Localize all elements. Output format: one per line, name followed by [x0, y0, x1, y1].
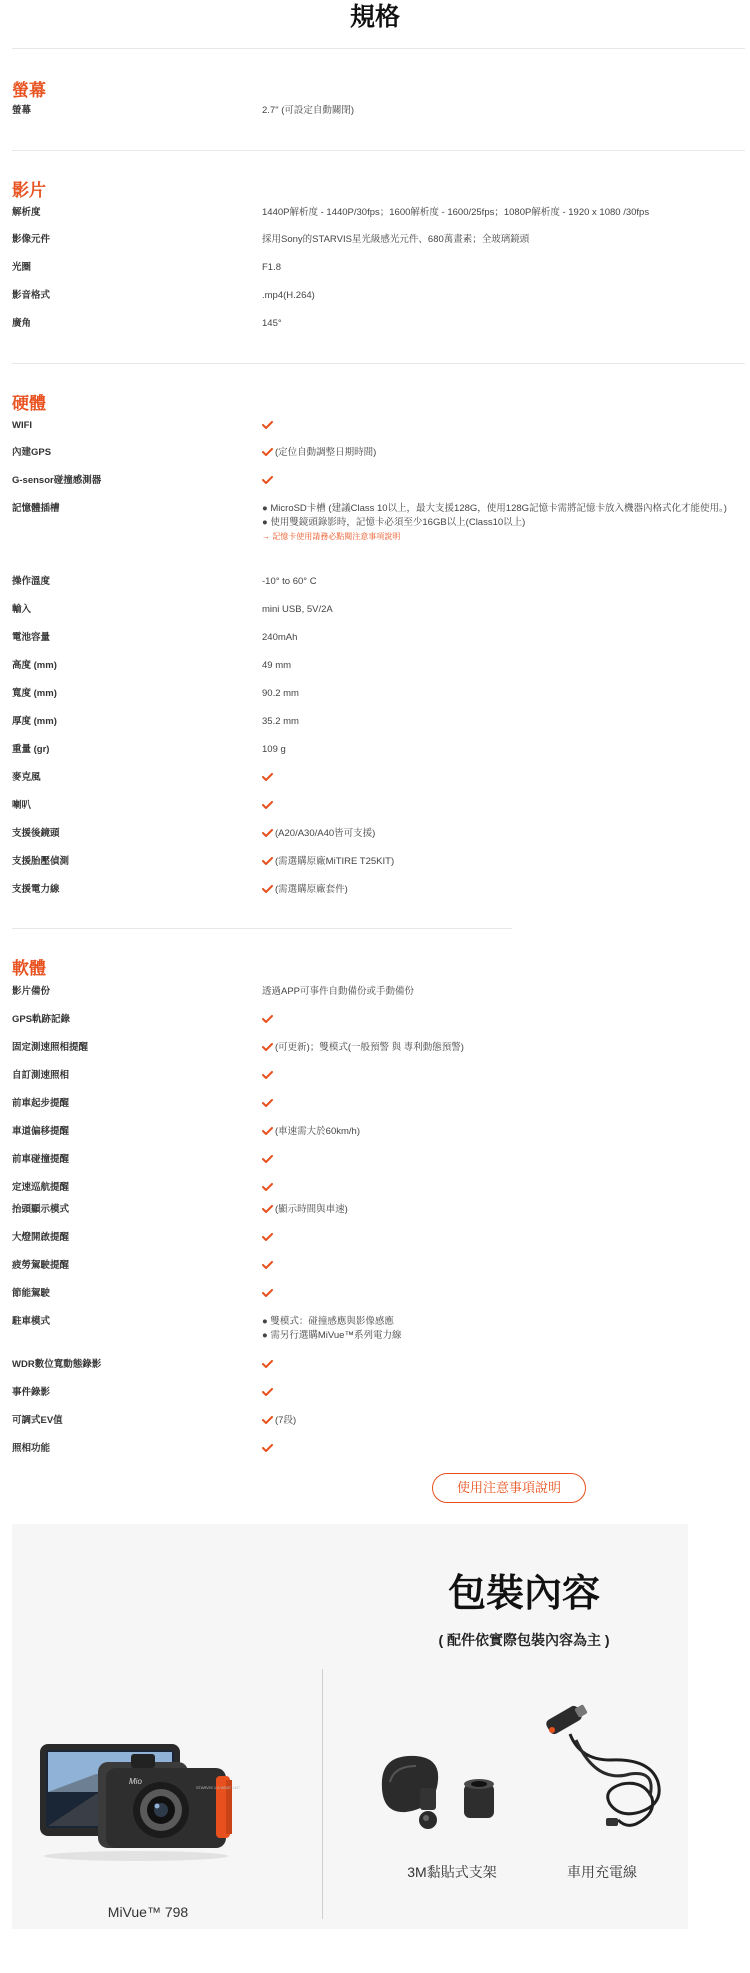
mount-image: [372, 1732, 512, 1842]
spec-value: (需選購原廠套件): [275, 884, 348, 895]
spec-value: 90.2 mm: [262, 688, 299, 699]
usage-notes-button[interactable]: 使用注意事項說明: [432, 1473, 586, 1503]
spec-label: 車道偏移提醒: [12, 1126, 70, 1137]
spec-value: 35.2 mm: [262, 716, 299, 727]
check-icon: [262, 1444, 273, 1452]
charger-cable-image: [540, 1700, 680, 1840]
spec-label: 支援電力線: [12, 884, 60, 895]
check-icon: [262, 1099, 273, 1107]
check-icon: [262, 421, 273, 429]
camera-brand: Mio: [129, 1777, 142, 1786]
spec-label: 喇叭: [12, 800, 32, 811]
divider: [12, 150, 745, 151]
spec-label: 節能駕駛: [12, 1288, 51, 1299]
spec-value: ● 雙模式：碰撞感應與影像感應: [262, 1316, 394, 1327]
spec-label: 前車起步提醒: [12, 1098, 70, 1109]
spec-label: 厚度 (mm): [12, 716, 57, 727]
check-icon: [262, 773, 273, 781]
check-icon: [262, 1183, 273, 1191]
spec-label: 固定測速照相提醒: [12, 1042, 89, 1053]
spec-value: -10° to 60° C: [262, 576, 317, 587]
spec-label: 定速巡航提醒: [12, 1182, 70, 1193]
spec-value: 240mAh: [262, 632, 298, 643]
package-subtitle: ( 配件依實際包裝內容為主 ): [438, 1632, 610, 1648]
divider: [12, 48, 745, 49]
dashcam-image: [36, 1714, 260, 1864]
spec-label: G-sensor碰撞感測器: [12, 475, 102, 486]
spec-value: (A20/A30/A40皆可支援): [275, 828, 376, 839]
section-title-hardware: 硬體: [12, 394, 46, 413]
check-icon: [262, 1360, 273, 1368]
spec-label: 影片備份: [12, 986, 51, 997]
spec-label: 內建GPS: [12, 447, 52, 458]
spec-label: 自訂測速照相: [12, 1070, 70, 1081]
check-icon: [262, 857, 273, 865]
spec-label: 螢幕: [12, 105, 32, 116]
spec-label: 廣角: [12, 318, 32, 329]
spec-label: 重量 (gr): [12, 744, 50, 755]
spec-value: ● MicroSD卡槽 (建議Class 10以上，最大支援128G，使用128G記憶卡需將記憶卡放入機器內格式化才能使用。): [262, 503, 727, 514]
spec-value: 透過APP可事件自動備份或手動備份: [262, 986, 415, 997]
check-icon: [262, 476, 273, 484]
spec-value: ● 需另行選購MiVue™系列電力線: [262, 1330, 402, 1341]
package-item-caption: 車用充電線: [567, 1864, 637, 1880]
spec-label: 疲勞駕駛提醒: [12, 1260, 70, 1271]
section-title-video: 影片: [12, 181, 46, 200]
check-icon: [262, 1416, 273, 1424]
check-icon: [262, 1127, 273, 1135]
spec-label: 抬頭顯示模式: [12, 1204, 70, 1215]
section-title-screen: 螢幕: [12, 81, 46, 100]
check-icon: [262, 885, 273, 893]
spec-value: 109 g: [262, 744, 286, 755]
spec-value: (需選購原廠MiTIRE T25KIT): [275, 856, 395, 867]
spec-value: (可更新)；雙模式(一般預警 與 專利動態預警): [275, 1042, 464, 1053]
spec-label: 支援後鏡頭: [12, 828, 60, 839]
check-icon: [262, 801, 273, 809]
spec-value: 49 mm: [262, 660, 292, 671]
divider: [12, 928, 512, 929]
package-panel: [12, 1524, 688, 1929]
spec-label: 光圈: [12, 262, 32, 273]
spec-value: (顯示時間與車速): [275, 1204, 348, 1215]
check-icon: [262, 1205, 273, 1213]
check-icon: [262, 1289, 273, 1297]
spec-label: 解析度: [12, 207, 41, 218]
spec-label: 高度 (mm): [12, 660, 57, 671]
camera-lens-text: STARVIS 1.8 WIDE 145°: [196, 1785, 241, 1790]
spec-value: 1440P解析度 - 1440P/30fps；1600解析度 - 1600/25fps；1080P解析度 - 1920 x 1080 /30fps: [262, 207, 650, 218]
spec-label: 影音格式: [12, 290, 51, 301]
spec-value: F1.8: [262, 262, 282, 273]
spec-value: (車速需大於60km/h): [275, 1126, 360, 1137]
spec-label: 支援胎壓偵測: [12, 856, 70, 867]
spec-label: 可調式EV值: [12, 1415, 63, 1426]
spec-value: ● 使用雙鏡頭錄影時，記憶卡必須至少16GB以上(Class10以上): [262, 517, 526, 528]
check-icon: [262, 1233, 273, 1241]
check-icon: [262, 448, 273, 456]
spec-label: 前車碰撞提醒: [12, 1154, 70, 1165]
spec-value: 145°: [262, 318, 282, 329]
spec-label: WDR數位寬動態錄影: [12, 1359, 102, 1370]
divider: [12, 363, 745, 364]
check-icon: [262, 1261, 273, 1269]
spec-label: 事件錄影: [12, 1387, 51, 1398]
spec-label: 駐車模式: [12, 1316, 51, 1327]
spec-value: 2.7" (可設定自動關閉): [262, 105, 355, 116]
check-icon: [262, 1388, 273, 1396]
spec-value: (定位自動調整日期時間): [275, 447, 377, 458]
package-title: 包裝內容: [447, 1573, 600, 1615]
page-title: 規格: [349, 3, 400, 31]
spec-value: 採用Sony的STARVIS星光級感光元件、680萬畫素；全玻璃鏡頭: [262, 234, 530, 245]
spec-label: 寬度 (mm): [12, 688, 57, 699]
spec-value: .mp4(H.264): [262, 290, 315, 301]
spec-value: (7段): [275, 1415, 297, 1426]
check-icon: [262, 829, 273, 837]
section-title-software: 軟體: [12, 959, 46, 978]
spec-label: 操作溫度: [12, 576, 51, 587]
spec-value: mini USB, 5V/2A: [262, 604, 333, 615]
spec-label: 記憶體插槽: [12, 503, 60, 514]
spec-label: WIFI: [12, 420, 33, 431]
spec-label: 輸入: [12, 604, 32, 615]
spec-label: 電池容量: [12, 632, 51, 643]
check-icon: [262, 1155, 273, 1163]
spec-label: GPS軌跡記錄: [12, 1014, 71, 1025]
check-icon: [262, 1043, 273, 1051]
spec-label: 麥克風: [12, 772, 41, 783]
spec-label: 照相功能: [12, 1443, 51, 1454]
package-item-caption: 3M黏貼式支架: [407, 1864, 497, 1880]
spec-label: 影像元件: [12, 234, 51, 245]
divider: [322, 1669, 323, 1919]
spec-label: 大燈開啟提醒: [12, 1232, 70, 1243]
check-icon: [262, 1015, 273, 1023]
memory-note-link[interactable]: → 記憶卡使用請務必點閱注意事項說明: [262, 532, 401, 541]
check-icon: [262, 1071, 273, 1079]
package-item-caption: MiVue™ 798: [107, 1904, 189, 1920]
